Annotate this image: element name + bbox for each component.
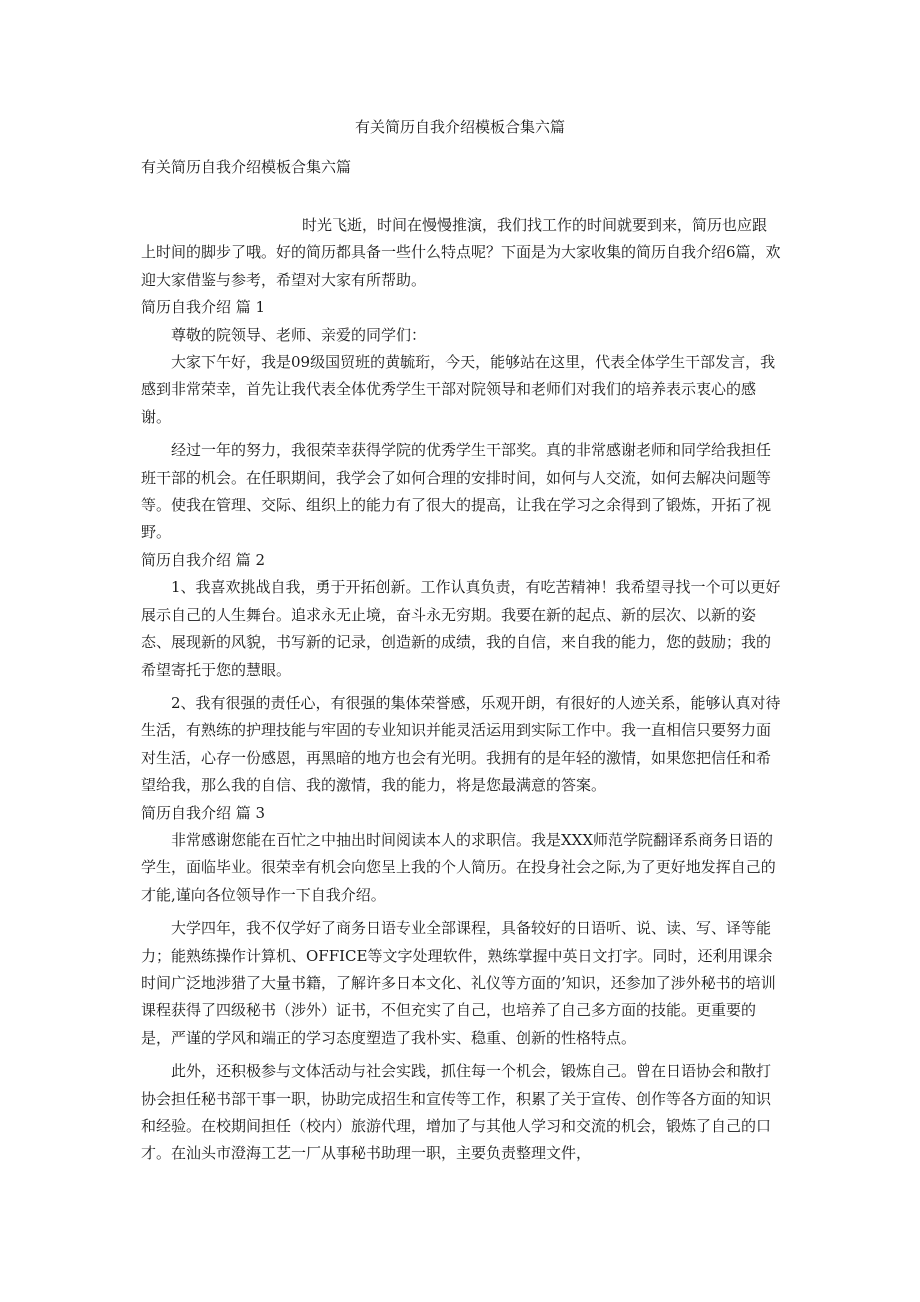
paragraph: 大学四年，我不仅学好了商务日语专业全部课程，具备较好的日语听、说、读、写、译等能力；能熟练操作计算机、OFFICE等文字处理软件，熟练掌握中英日文打字。同时，还利用课余时间广泛地涉猎了大量书籍，了解许多日本文化、礼仪等方面的’知识，还参加了涉外秘书的培训课程获得了四级秘书（涉外）证书，不但充实了自己，也培养了自己多方面的技能。更重要的是，严谨的学风和端正的学习态度塑造了我朴实、稳重、创新的性格特点。 [141,919,776,1047]
paragraph: 此外，还积极参与文体活动与社会实践，抓住每一个机会，锻炼自己。曾在日语协会和散打协会担任秘书部干事一职，协助完成招生和宣传等工作，积累了关于宣传、创作等各方面的知识和经验。在校期间担任（校内）旅游代理，增加了与其他人学习和交流的机会，锻炼了自己的口才。在汕头市澄海工艺一厂从事秘书助理一职，主要负责整理文件， [141,1062,772,1163]
section-heading-1: 简历自我介绍 篇 1 [141,298,266,317]
section-heading-2: 简历自我介绍 篇 2 [141,550,266,569]
intro-paragraph: 时光飞逝，时间在慢慢推演，我们找工作的时间就要到来，简历也应跟上时间的脚步了哦。好的简历都具备一些什么特点呢？下面是为大家收集的简历自我介绍6篇，欢迎大家借鉴与参考，希望对大家有所帮助。 [141,216,781,289]
paragraph: 尊敬的院领导、老师、亲爱的同学们： [171,325,427,344]
document-body [141,212,781,1168]
paragraph: 大家下午好，我是09级国贸班的黄毓珩，今天，能够站在这里，代表全体学生干部发言，我感到非常荣幸，首先让我代表全体优秀学生干部对院领导和老师们对我们的培养表示衷心的感谢。 [141,353,776,426]
document-title: 有关简历自我介绍模板合集六篇 [141,158,352,176]
page-title: 有关简历自我介绍模板合集六篇 [354,118,565,136]
section-heading-3: 简历自我介绍 篇 3 [141,803,266,822]
paragraph: 1、我喜欢挑战自我，勇于开拓创新。工作认真负责，有吃苦精神！我希望寻找一个可以更好展示自己的人生舞台。追求永无止境，奋斗永无穷期。我要在新的起点、新的层次、以新的姿态、展现新的风貌，书写新的记录，创造新的成绩，我的自信，来自我的能力，您的鼓励；我的希望寄托于您的慧眼。 [141,578,781,679]
paragraph: 2、我有很强的责任心，有很强的集体荣誉感，乐观开朗，有很好的人迹关系，能够认真对待生活，有熟练的护理技能与牢固的专业知识并能灵活运用到实际工作中。我一直相信只要努力面对生活，心存一份感恩，再黑暗的地方也会有光明。我拥有的是年轻的激情，如果您把信任和希望给我，那么我的自信、我的激情，我的能力，将是您最满意的答案。 [141,693,781,795]
paragraph: 非常感谢您能在百忙之中抽出时间阅读本人的求职信。我是XXX师范学院翻译系商务日语的学生，面临毕业。很荣幸有机会向您呈上我的个人简历。在投身社会之际,为了更好地发挥自己的才能,谨向各位领导作一下自我介绍。 [141,830,776,904]
paragraph: 经过一年的努力，我很荣幸获得学院的优秀学生干部奖。真的非常感谢老师和同学给我担任班干部的机会。在任职期间，我学会了如何合理的安排时间，如何与人交流，如何去解决问题等等。使我在管理、交际、组织上的能力有了很大的提高，让我在学习之余得到了锻炼，开拓了视野。 [141,441,772,542]
